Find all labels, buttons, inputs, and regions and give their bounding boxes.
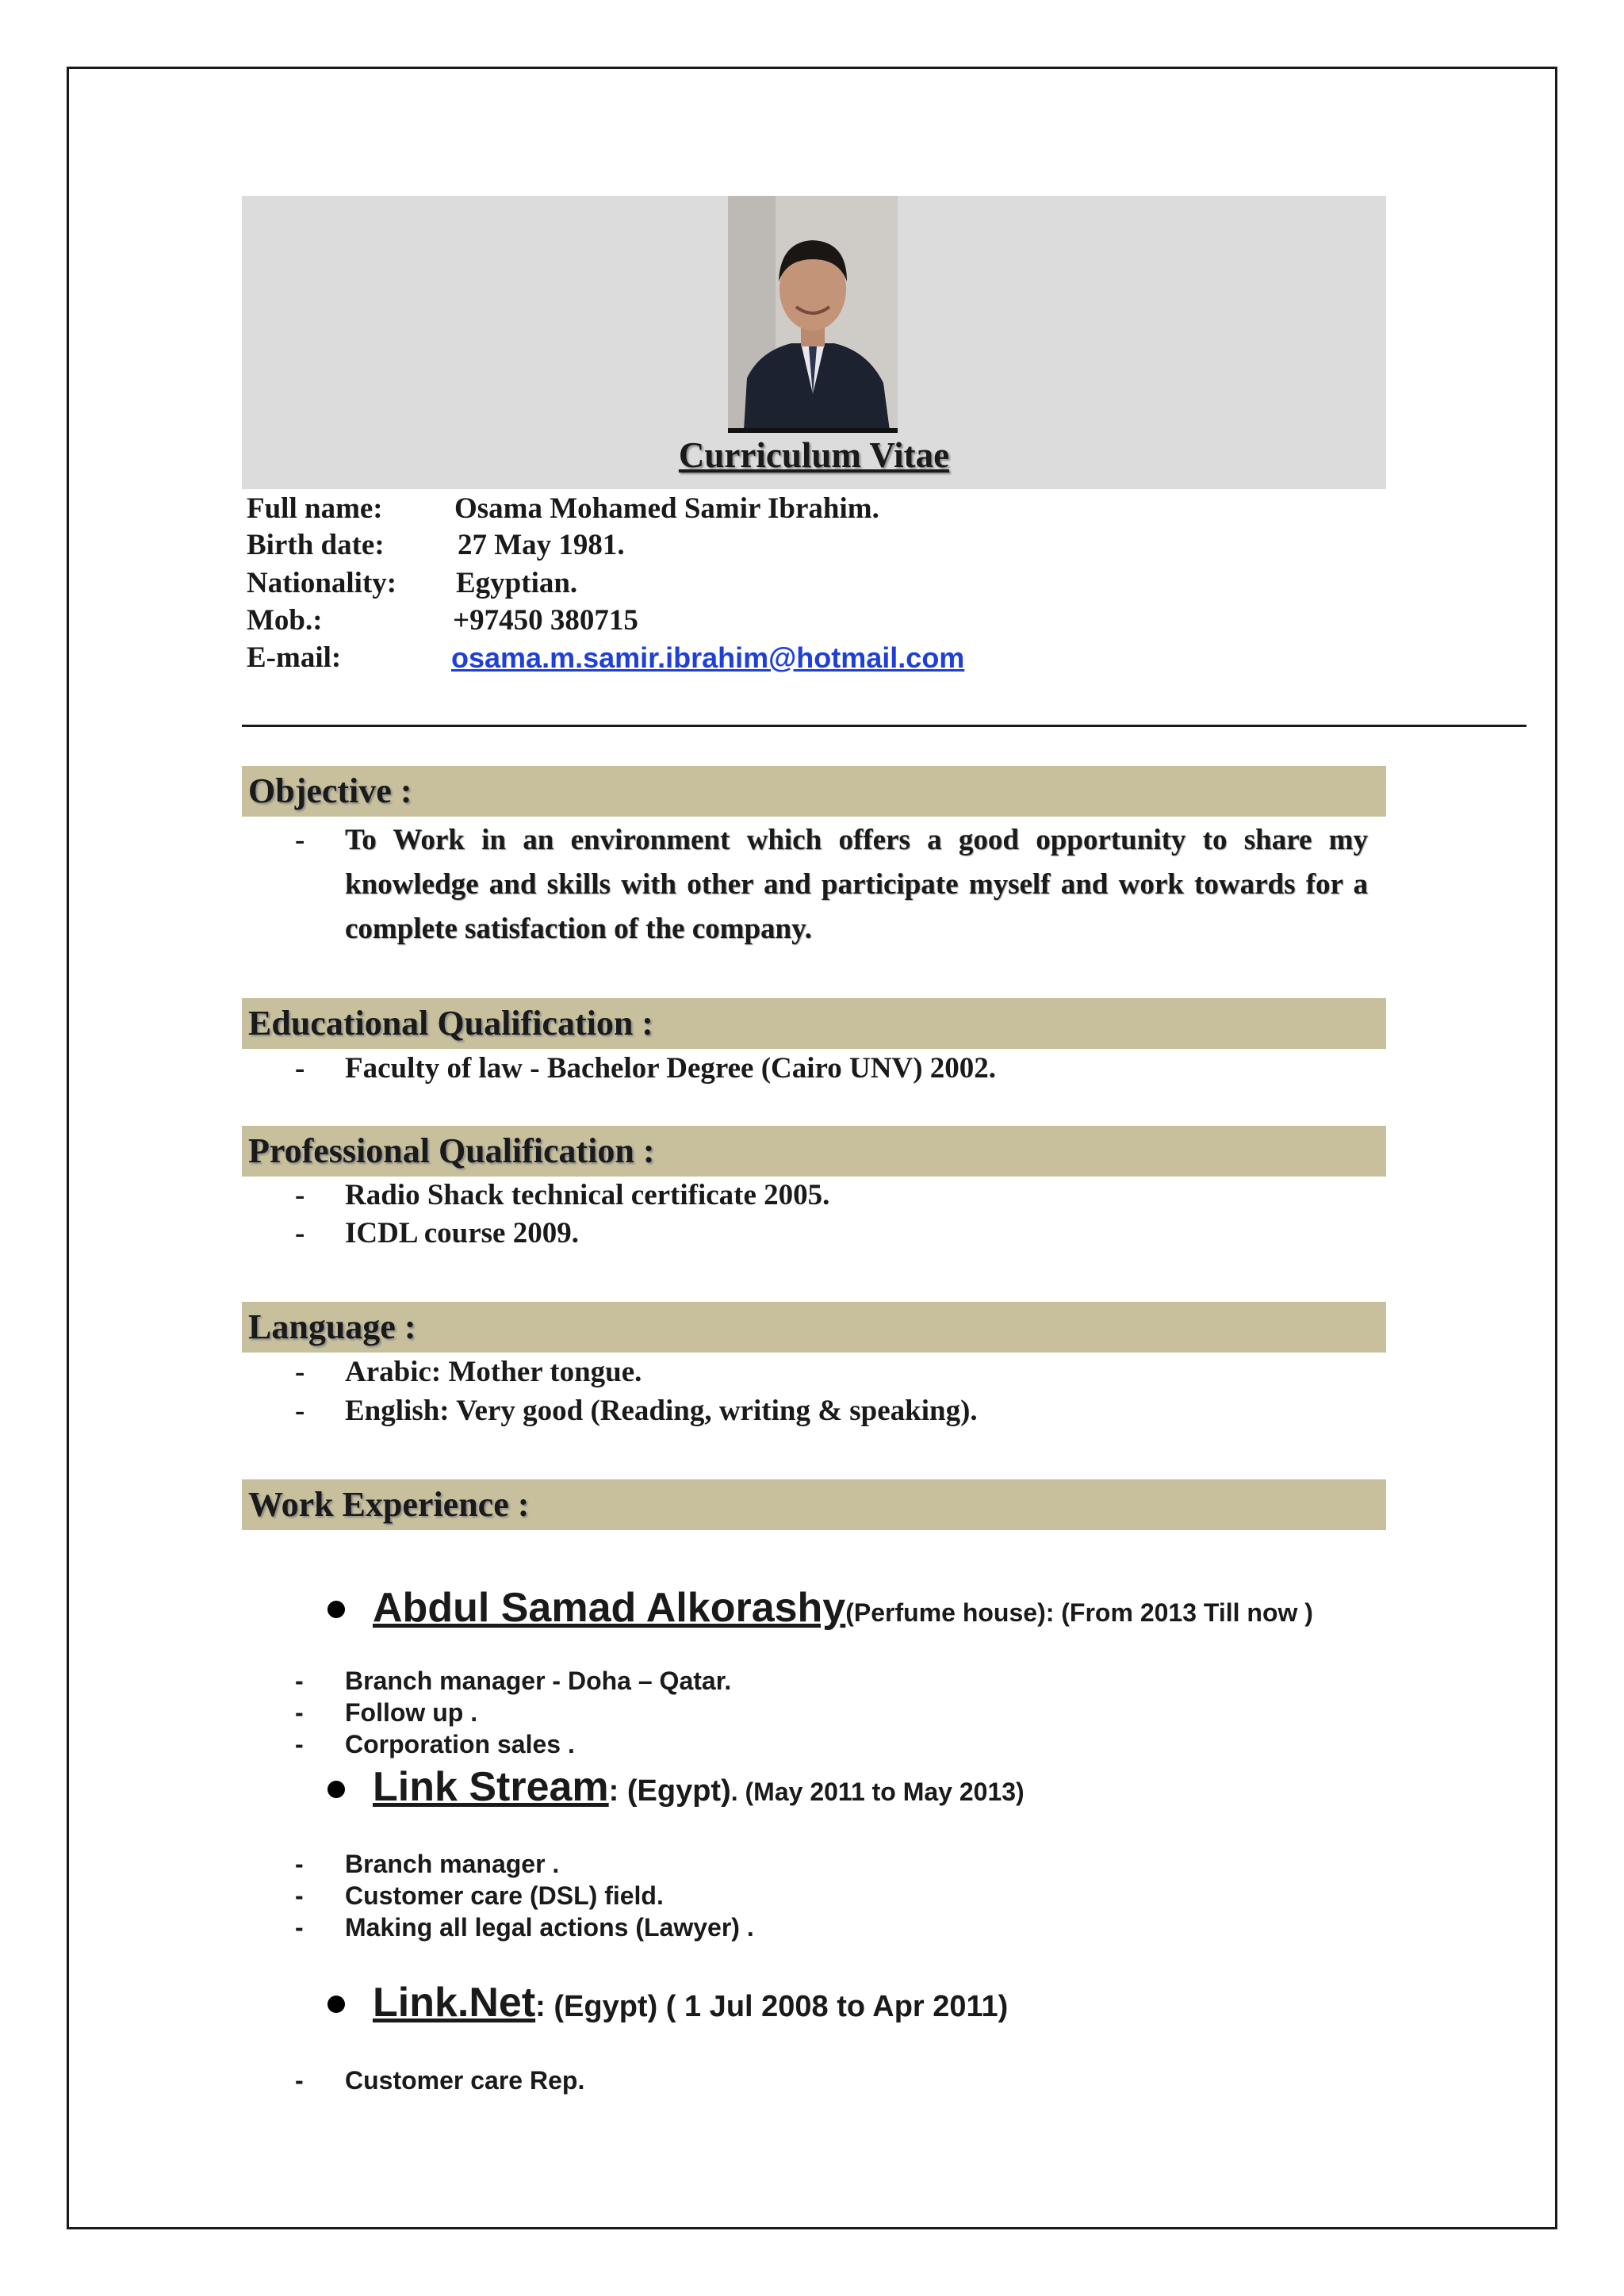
job-1-company: Abdul Samad Alkorashy	[373, 1585, 846, 1631]
language-title: Language :	[248, 1307, 416, 1346]
photo-underline	[728, 428, 898, 433]
job-2-bullet	[327, 1781, 345, 1798]
job-2-dash-3: -	[295, 1913, 304, 1942]
job-1-detail: (Perfume house): (From 2013 Till now )	[845, 1598, 1313, 1627]
mobile-value: +97450 380715	[453, 604, 638, 637]
nationality-value: Egyptian.	[456, 567, 578, 599]
job-3-bullet	[327, 1996, 345, 2013]
email-label: E-mail:	[247, 641, 342, 674]
language-item-2: English: Very good (Reading, writing & speaking).	[345, 1395, 978, 1427]
education-title: Educational Qualification :	[248, 1004, 653, 1043]
header-divider	[242, 725, 1526, 727]
job-1-duty-3: Corporation sales .	[345, 1730, 575, 1758]
language-section-header	[242, 1302, 1386, 1353]
job-1-dash-2: -	[295, 1698, 304, 1727]
education-dash: -	[295, 1052, 305, 1085]
birth-date-value: 27 May 1981.	[458, 529, 625, 561]
job-1-duty-1: Branch manager - Doha – Qatar.	[345, 1667, 732, 1695]
full-name-label: Full name:	[247, 492, 383, 525]
professional-section-header	[242, 1126, 1386, 1177]
professional-dash-2: -	[295, 1217, 305, 1249]
job-3-dash-1: -	[295, 2066, 304, 2095]
nationality-label: Nationality:	[247, 567, 397, 599]
job-2-duty-1: Branch manager .	[345, 1850, 560, 1878]
job-2-heading	[373, 1762, 1025, 1823]
full-name-value: Osama Mohamed Samir Ibrahim.	[454, 492, 879, 525]
language-dash-1: -	[295, 1356, 305, 1388]
objective-dash: -	[295, 824, 305, 856]
professional-title: Professional Qualification :	[248, 1131, 655, 1170]
job-3-heading	[373, 1977, 1008, 2038]
birth-date-label: Birth date:	[247, 529, 385, 561]
job-2-detail-dates: . (May 2011 to May 2013)	[730, 1777, 1025, 1806]
education-item: Faculty of law - Bachelor Degree (Cairo UNV) 2002.	[345, 1052, 997, 1085]
job-2-detail: : (Egypt)	[608, 1774, 731, 1808]
cv-title: Curriculum Vitae	[678, 435, 950, 475]
job-2-dash-1: -	[295, 1850, 304, 1878]
mobile-label: Mob.:	[247, 604, 323, 637]
job-2-duty-2: Customer care (DSL) field.	[345, 1881, 664, 1910]
job-3-company: Link.Net	[373, 1980, 536, 2026]
language-item-1: Arabic: Mother tongue.	[345, 1356, 642, 1388]
profile-photo	[728, 196, 898, 430]
job-1-dash-1: -	[295, 1667, 304, 1695]
job-1-bullet	[327, 1601, 345, 1618]
job-2-dash-2: -	[295, 1881, 304, 1910]
email-link[interactable]: osama.m.samir.ibrahim@hotmail.com	[451, 641, 965, 674]
job-1-dash-3: -	[295, 1730, 304, 1758]
job-1-heading	[373, 1582, 1313, 1644]
job-1-duty-2: Follow up .	[345, 1698, 478, 1727]
person-photo-icon	[728, 196, 898, 430]
work-title: Work Experience :	[248, 1485, 530, 1524]
professional-dash-1: -	[295, 1179, 305, 1211]
professional-item-1: Radio Shack technical certificate 2005.	[345, 1179, 830, 1211]
job-2-duty-3: Making all legal actions (Lawyer) .	[345, 1913, 754, 1942]
objective-text: To Work in an environment which offers a good opportunity to share my knowledge and skills with other and participate myself and work towards for a complete satisfaction of the company.	[345, 824, 1368, 945]
objective-title: Objective :	[248, 771, 412, 810]
job-3-duty-1: Customer care Rep.	[345, 2066, 585, 2095]
job-2-company: Link Stream	[373, 1764, 609, 1810]
work-section-header	[242, 1479, 1386, 1530]
job-3-detail: : (Egypt) ( 1 Jul 2008 to Apr 2011)	[535, 1990, 1009, 2023]
objective-section-header	[242, 766, 1386, 817]
education-section-header	[242, 998, 1386, 1049]
professional-item-2: ICDL course 2009.	[345, 1217, 579, 1249]
language-dash-2: -	[295, 1395, 305, 1427]
